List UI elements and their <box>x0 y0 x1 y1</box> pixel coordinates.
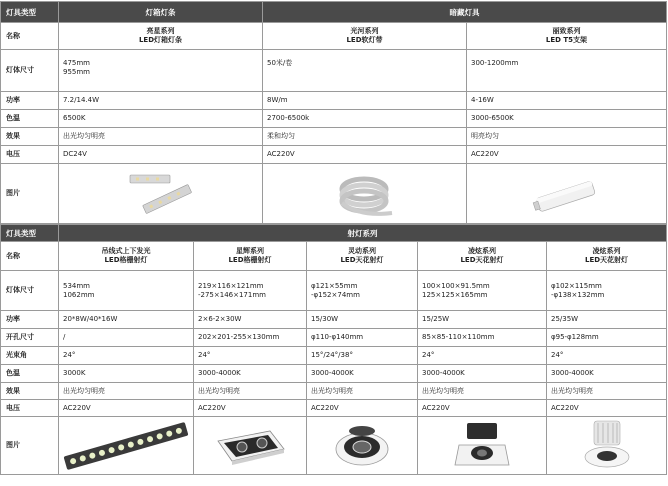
row-label-temp: 色温 <box>1 365 59 383</box>
row-label-effect: 效果 <box>1 383 59 400</box>
beam-value: 24° <box>418 347 547 365</box>
product-name: 丽致系列 LED T5支架 <box>467 23 667 50</box>
grille-spotlight-image <box>194 417 307 475</box>
row-label-beam: 光束角 <box>1 347 59 365</box>
voltage-value: AC220V <box>59 400 194 417</box>
power-value: 20*8W/40*16W <box>59 311 194 329</box>
row-label-cutout: 开孔尺寸 <box>1 329 59 347</box>
effect-value: 出光均匀明亮 <box>59 128 263 146</box>
effect-value: 明亮均匀 <box>467 128 667 146</box>
voltage-value: AC220V <box>307 400 418 417</box>
beam-value: 15°/24°/38° <box>307 347 418 365</box>
led-strip-bar-image <box>59 164 263 224</box>
effect-value: 出光均匀明亮 <box>59 383 194 400</box>
temp-value: 3000-4000K <box>547 365 667 383</box>
beam-value: 24° <box>194 347 307 365</box>
round-ceiling-spotlight-image <box>307 417 418 475</box>
size-value: φ121×55mm -φ152×74mm <box>307 271 418 311</box>
size-value: 475mm 955mm <box>59 50 263 92</box>
effect-value: 出光均匀明亮 <box>194 383 307 400</box>
voltage-value: AC220V <box>418 400 547 417</box>
product-name: 凌炫系列 LED天花射灯 <box>418 242 547 271</box>
power-value: 4-16W <box>467 92 667 110</box>
product-name: 亮星系列 LED灯箱灯条 <box>59 23 263 50</box>
size-value: 534mm 1062mm <box>59 271 194 311</box>
power-value: 8W/m <box>263 92 467 110</box>
power-value: 25/35W <box>547 311 667 329</box>
round-ceiling-spotlight-heatsink-image <box>547 417 667 475</box>
power-value: 15/25W <box>418 311 547 329</box>
cutout-value: / <box>59 329 194 347</box>
product-name: 凌炫系列 LED天花射灯 <box>547 242 667 271</box>
row-label-size: 灯体尺寸 <box>1 271 59 311</box>
product-name: 星辉系列 LED格栅射灯 <box>194 242 307 271</box>
effect-value: 出光均匀明亮 <box>418 383 547 400</box>
temp-value: 3000-4000K <box>307 365 418 383</box>
temp-value: 6500K <box>59 110 263 128</box>
group-header-light-box: 灯箱灯条 <box>59 2 263 23</box>
cutout-value: φ95-φ128mm <box>547 329 667 347</box>
voltage-value: AC220V <box>263 146 467 164</box>
type-header: 灯具类型 <box>1 2 59 23</box>
group-header-concealed: 暗藏灯具 <box>263 2 667 23</box>
beam-value: 24° <box>547 347 667 365</box>
product-name: 灵动系列 LED天花射灯 <box>307 242 418 271</box>
product-name: 光河系列 LED软灯带 <box>263 23 467 50</box>
cutout-value: φ110-φ140mm <box>307 329 418 347</box>
size-value: 100×100×91.5mm 125×125×165mm <box>418 271 547 311</box>
led-soft-strip-image <box>263 164 467 224</box>
row-label-temp: 色温 <box>1 110 59 128</box>
temp-value: 3000-6500K <box>467 110 667 128</box>
effect-value: 柔和均匀 <box>263 128 467 146</box>
row-label-effect: 效果 <box>1 128 59 146</box>
temp-value: 2700-6500k <box>263 110 467 128</box>
type-header: 灯具类型 <box>1 225 59 242</box>
group-header-spotlight: 射灯系列 <box>59 225 667 242</box>
cutout-value: 85×85-110×110mm <box>418 329 547 347</box>
row-label-size: 灯体尺寸 <box>1 50 59 92</box>
beam-value: 24° <box>59 347 194 365</box>
size-value: 50米/卷 <box>263 50 467 92</box>
voltage-value: AC220V <box>467 146 667 164</box>
row-label-power: 功率 <box>1 311 59 329</box>
temp-value: 3000K <box>59 365 194 383</box>
size-value: 300-1200mm <box>467 50 667 92</box>
size-value: φ102×115mm -φ138×132mm <box>547 271 667 311</box>
row-label-image: 图片 <box>1 417 59 475</box>
size-value: 219×116×121mm -275×146×171mm <box>194 271 307 311</box>
light-box-concealed-table <box>0 1 667 224</box>
power-value: 2×6-2×30W <box>194 311 307 329</box>
product-name: 吊线式上下发光 LED格栅射灯 <box>59 242 194 271</box>
effect-value: 出光均匀明亮 <box>547 383 667 400</box>
row-label-voltage: 电压 <box>1 146 59 164</box>
t5-bracket-image <box>467 164 667 224</box>
effect-value: 出光均匀明亮 <box>307 383 418 400</box>
row-label-name: 名称 <box>1 23 59 50</box>
row-label-voltage: 电压 <box>1 400 59 417</box>
voltage-value: AC220V <box>547 400 667 417</box>
linear-grille-image <box>59 417 194 475</box>
cutout-value: 202×201-255×130mm <box>194 329 307 347</box>
voltage-value: DC24V <box>59 146 263 164</box>
power-value: 15/30W <box>307 311 418 329</box>
row-label-name: 名称 <box>1 242 59 271</box>
square-ceiling-spotlight-image <box>418 417 547 475</box>
temp-value: 3000-4000K <box>194 365 307 383</box>
power-value: 7.2/14.4W <box>59 92 263 110</box>
spotlight-table <box>0 224 667 475</box>
row-label-image: 图片 <box>1 164 59 224</box>
row-label-power: 功率 <box>1 92 59 110</box>
temp-value: 3000-4000K <box>418 365 547 383</box>
voltage-value: AC220V <box>194 400 307 417</box>
